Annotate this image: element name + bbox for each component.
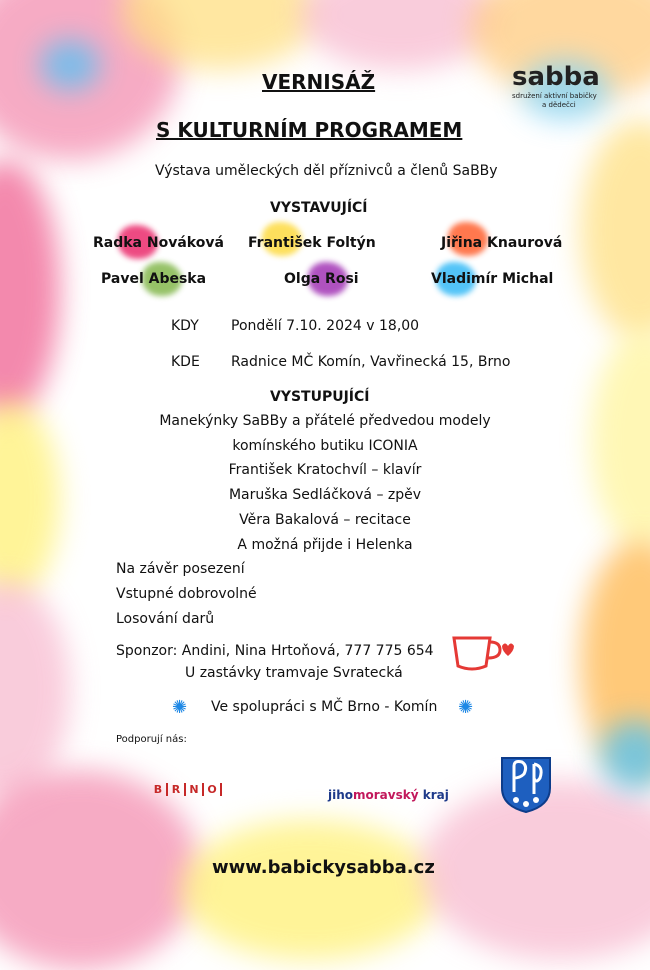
performer-line: František Kratochvíl – klavír xyxy=(228,462,422,478)
exhibitor-name: Radka Nováková xyxy=(93,235,224,251)
performer-line: Manekýnky SaBBy a přátelé předvedou modely xyxy=(159,413,491,429)
subtitle: Výstava uměleckých děl příznivců a členů SaBBy xyxy=(155,163,498,179)
jmk-part2: moravský xyxy=(353,788,419,802)
jmk-part1: jiho xyxy=(328,788,354,802)
sabba-logo xyxy=(512,62,612,110)
exhibitor-name: Jiřina Knaurová xyxy=(441,235,563,251)
jmk-part3: kraj xyxy=(418,788,449,802)
exhibitor-name: Vladimír Michal xyxy=(431,271,554,287)
title-vernisaz: VERNISÁŽ xyxy=(262,70,376,94)
extra-line: Vstupné dobrovolné xyxy=(116,586,257,602)
splash-icon: ✺ xyxy=(458,697,474,718)
extra-line: Losování darů xyxy=(116,611,215,627)
performer-line: Maruška Sedláčková – zpěv xyxy=(228,487,422,503)
exhibitor-name: Olga Rosi xyxy=(284,271,359,287)
supporters-label: Podporují nás: xyxy=(116,734,187,745)
splash-icon: ✺ xyxy=(172,697,188,718)
brno-letter: N xyxy=(186,783,204,796)
logo-brand: sabba xyxy=(512,62,600,92)
extra-line: Na závěr posezení xyxy=(116,561,245,577)
performer-line: A možná přijde i Helenka xyxy=(237,537,413,553)
performer-line: komínského butiku ICONIA xyxy=(232,438,418,454)
exhibitor-name: František Foltýn xyxy=(248,235,376,251)
sponsor-line: Sponzor: Andini, Nina Hrtoňová, 777 775 654 xyxy=(116,643,434,659)
brno-logo xyxy=(150,778,222,797)
cup-icon xyxy=(450,632,520,672)
logo-tagline-2: aktivní babičky xyxy=(544,92,597,100)
where-label: KDE xyxy=(171,354,200,370)
brno-letter: O xyxy=(204,783,222,796)
komin-coat-of-arms-icon xyxy=(500,756,552,814)
brno-letter: R xyxy=(168,783,186,796)
when-label: KDY xyxy=(171,318,199,334)
brno-letter: B xyxy=(150,783,168,796)
when-value: Pondělí 7.10. 2024 v 18,00 xyxy=(231,318,420,334)
where-value: Radnice MČ Komín, Vavřinecká 15, Brno xyxy=(231,354,511,370)
logo-tagline-3: a dědečci xyxy=(542,101,576,109)
sponsor-address: U zastávky tramvaje Svratecká xyxy=(185,665,403,681)
performer-line: Věra Bakalová – recitace xyxy=(239,512,411,528)
performers-heading: VYSTUPUJÍCÍ xyxy=(270,389,370,405)
logo-tagline-1: sdružení xyxy=(512,92,542,100)
jmk-logo xyxy=(328,788,449,802)
website-link[interactable]: www.babickysabba.cz xyxy=(212,857,435,878)
cooperation-text: Ve spolupráci s MČ Brno - Komín xyxy=(211,699,438,715)
exhibitors-heading: VYSTAVUJÍCÍ xyxy=(270,200,368,216)
exhibitor-name: Pavel Abeska xyxy=(101,271,207,287)
title-program: S KULTURNÍM PROGRAMEM xyxy=(156,118,463,142)
